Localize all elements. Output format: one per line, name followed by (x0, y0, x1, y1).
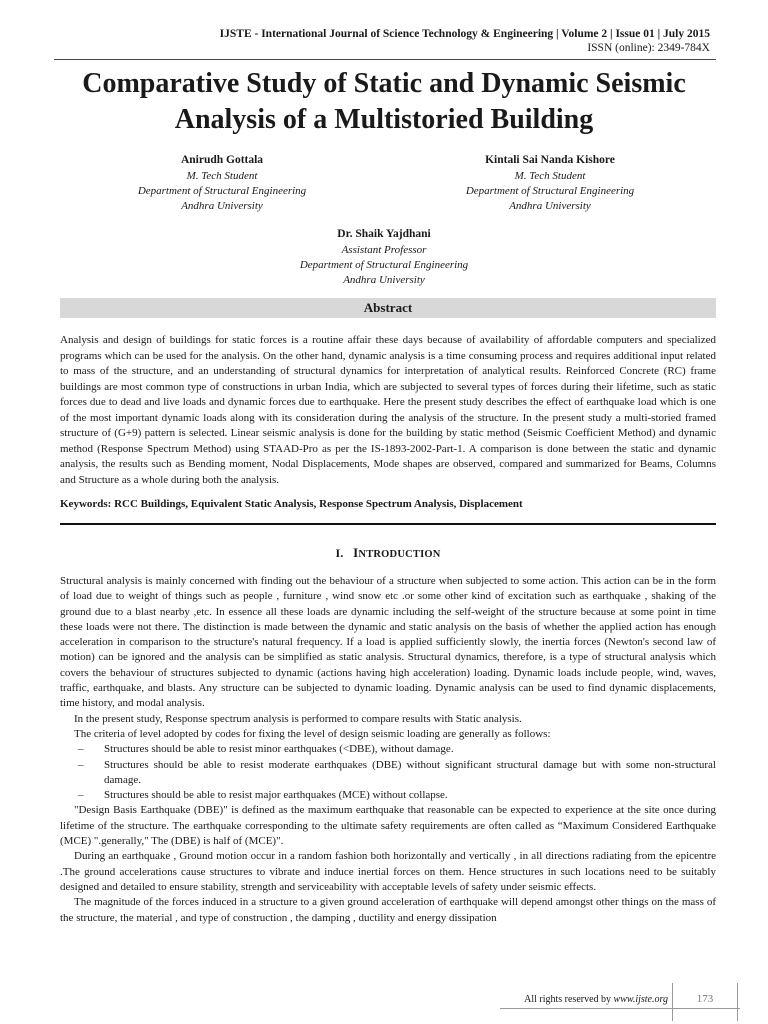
list-item-text: Structures should be able to resist moderate earthquakes (DBE) without significant structural damage but with some non-structural damage. (104, 758, 716, 786)
journal-header (50, 27, 710, 55)
page-number: 173 (696, 993, 714, 1005)
site-link[interactable]: www.ijste.org (613, 994, 668, 1005)
author-role: M. Tech Student (514, 170, 586, 182)
section-title-initial: I (353, 545, 359, 560)
rights-text: All rights reserved by (524, 994, 614, 1005)
journal-name: IJSTE - International Journal of Science Technology & Engineering | Volume 2 | Issue 01 | July 2015 (219, 28, 710, 40)
author-department: Department of Structural Engineering (465, 185, 635, 197)
author-block (92, 151, 352, 214)
list-item (60, 788, 716, 803)
bullet-marker: – (78, 789, 84, 802)
body-paragraph: In the present study, Response spectrum analysis is performed to compare results with Static analysis. (74, 712, 522, 725)
list-item (60, 758, 716, 789)
author-university: Andhra University (343, 274, 425, 286)
section-number: I. (335, 546, 344, 560)
abstract-text: Analysis and design of buildings for static forces is a routine affair these days because of availability of affordable computers and specialized programs which can be used for the analysis. On the other hand, dynamic analysis is a time consuming process and requires additional input related to mass of the structure, and an understanding of structural dynamics for interpretation of analytical results. Reinforced Concrete (RC) frame buildings are most common type of constructions in urban India, which are subjected to several types of forces during their lifetime, such as static forces due to dead and live loads and dynamic forces due to earthquake. Here the present study describes the effect of earthquake load which is one of the most important dynamic loads along with its consideration during the analysis of the structure. In the present study a multi-storied framed structure of (G+9) pattern is selected. Linear seismic analysis is done for the building by static method (Seismic Coefficient Method) and dynamic method (Response Spectrum Method) using STAAD-Pro as per the IS-1893-2002-Part-1. A comparison is done between the static and dynamic analysis, the results such as Bending moment, Nodal Displacements, Mode shapes are observed, compared and summarized for Beams, Columns and Structure as a whole during both the analysis. (60, 334, 716, 486)
author-university: Andhra University (181, 200, 263, 212)
bullet-marker: – (78, 758, 84, 771)
body-paragraph: "Design Basis Earthquake (DBE)" is defined as the maximum earthquake that reasonable can be expected to experience at the site once during lifetime of the structure. The earthquake corresponding to the ultimate safety requirements are often called as “Maximum Considered Earthquake (MCE) ".generally," The (DBE) is half of (MCE)". (60, 804, 716, 848)
author-university: Andhra University (509, 200, 591, 212)
header-divider (54, 59, 716, 60)
abstract-divider (60, 523, 716, 525)
body-paragraph: The magnitude of the forces induced in a structure to a given ground acceleration of earthquake will depend amongst other things on the mass of the structure, the material , and type of construction , the damping , ductility and energy dissipation (60, 896, 716, 924)
body-text (60, 574, 716, 926)
section-title-rest: NTRODUCTION (358, 549, 441, 560)
page-footer (0, 980, 768, 1024)
body-paragraph: Structural analysis is mainly concerned with finding out the behaviour of a structure when subjected to some action. This action can be in the form of load due to weight of things such as people , furniture , wind snow etc .or some other kind of excitation such as earthquake , shaking of the ground due to a blast nearby ,etc. In essence all these loads are dynamic including the self-weight of the structure because at some point in time these loads were not there. The distinction is made between the dynamic and static analysis on the basis of whether the applied action has enough acceleration in comparison to the structure's natural frequency. If a load is applied sufficiently slowly, the inertia forces (Newton's second law of motion) can be ignored and the analysis can be simplified as static analysis. Structural dynamics, therefore, is a type of structural analysis which covers the behaviour of structures subjected to dynamic (actions having high acceleration) loading. Dynamic loads include people, wind, waves, traffic, earthquake, and blasts. Any structure can be subjected to dynamic loading. Dynamic analysis can be used to find dynamic displacements, time history, and modal analysis. (60, 575, 716, 710)
footer-divider (737, 983, 738, 1021)
author-name: Anirudh Gottala (180, 154, 264, 166)
list-item-text: Structures should be able to resist minor earthquakes (<DBE), without damage. (104, 743, 454, 756)
author-department: Department of Structural Engineering (299, 259, 469, 271)
author-block (420, 151, 680, 214)
author-block (254, 225, 514, 288)
author-role: Assistant Professor (341, 244, 427, 256)
footer-divider (500, 1008, 740, 1009)
issn: ISSN (online): 2349-784X (587, 42, 710, 54)
author-role: M. Tech Student (186, 170, 258, 182)
paper-title: Comparative Study of Static and Dynamic Seismic Analysis of a Multistoried Building (82, 68, 686, 135)
author-name: Dr. Shaik Yajdhani (337, 228, 431, 240)
bullet-marker: – (78, 743, 84, 756)
keywords: Keywords: RCC Buildings, Equivalent Static Analysis, Response Spectrum Analysis, Displacement (60, 498, 523, 510)
body-paragraph: The criteria of level adopted by codes for fixing the level of design seismic loading are generally as follows: (74, 727, 551, 740)
list-item-text: Structures should be able to resist major earthquakes (MCE) without collapse. (104, 789, 448, 802)
list-item (60, 742, 716, 757)
section-heading (60, 545, 716, 563)
author-department: Department of Structural Engineering (137, 185, 307, 197)
body-paragraph: During an earthquake , Ground motion occur in a random fashion both horizontally and vertically , in all directions radiating from the epicentre .The ground accelerations cause structures to vibrate and induce inertial forces on them. Hence structures in such locations need to be suitably designed and detailed to ensure stability, strength and serviceability with acceptable levels of safety under seismic effects. (60, 850, 716, 893)
footer-rights (524, 993, 668, 1007)
abstract-heading: Abstract (60, 298, 716, 318)
author-name: Kintali Sai Nanda Kishore (485, 154, 615, 166)
